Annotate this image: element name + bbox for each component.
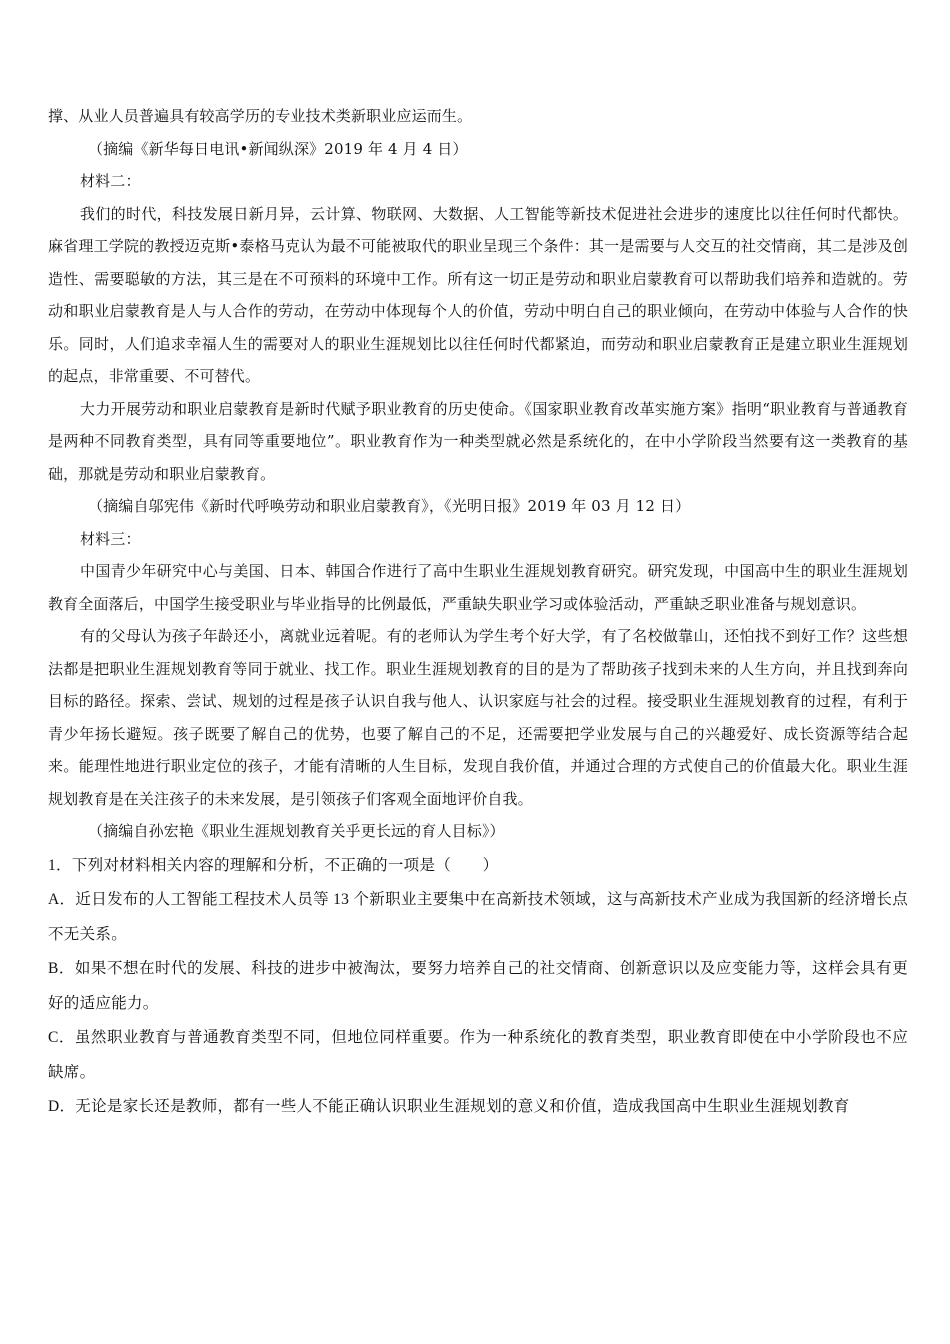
material1-source: （摘编《新华每日电讯•新闻纵深》2019 年 4 月 4 日）: [88, 139, 468, 158]
material3-source: （摘编自孙宏艳《职业生涯规划教育关乎更长远的育人目标》）: [88, 822, 505, 840]
exam-page: [48, 100, 908, 1125]
material2-source: （摘编自邬宪伟《新时代呼唤劳动和职业启蒙教育》，《光明日报》2019 年 03 月 12 日）: [88, 497, 691, 515]
question-1-option-c: C．虽然职业教育与普通教育类型不同，但地位同样重要。作为一种系统化的教育类型，职业教育即使在中小学阶段也不应缺席。: [48, 1029, 908, 1081]
material3-paragraph-1: 中国青少年研究中心与美国、日本、韩国合作进行了高中生职业生涯规划教育研究。研究发现，中国高中生的职业生涯规划教育全面落后，中国学生接受职业与毕业指导的比例最低，严重缺失职业学习或体验活动，严重缺乏职业准备与规划意识。: [48, 562, 908, 613]
material3-paragraph-2: 有的父母认为孩子年龄还小，离就业远着呢。有的老师认为学生考个好大学，有了名校做靠山，还怕找不到好工作？这些想法都是把职业生涯规划教育等同于就业、找工作。职业生涯规划教育的目的是为了帮助孩子找到未来的人生方向，并且找到奔向目标的路径。探索、尝试、规划的过程是孩子认识自我与他人、认识家庭与社会的过程。接受职业生涯规划教育的过程，有利于青少年扬长避短。孩子既要了解自己的优势，也要了解自己的不足，还需要把学业发展与自己的兴趣爱好、成长资源等结合起来。能理性地进行职业定位的孩子，才能有清晰的人生目标，发现自我价值，并通过合理的方式使自己的价值最大化。职业生涯规划教育是在关注孩子的未来发展，是引领孩子们客观全面地评价自我。: [48, 627, 908, 808]
question-1-option-b: B．如果不想在时代的发展、科技的进步中被淘汰，要努力培养自己的社交情商、创新意识以及应变能力等，这样会具有更好的适应能力。: [48, 960, 908, 1012]
material1-tail-text: 撑、从业人员普遍具有较高学历的专业技术类新职业应运而生。: [48, 107, 473, 125]
material3-heading: 材料三：: [80, 529, 141, 548]
question-1-option-d: D．无论是家长还是教师，都有一些人不能正确认识职业生涯规划的意义和价值，造成我国高中生职业生涯规划教育: [48, 1098, 850, 1115]
material2-paragraph-2: 大力开展劳动和职业启蒙教育是新时代赋予职业教育的历史使命。《国家职业教育改革实施方案》指明“职业教育与普通教育是两种不同教育类型，具有同等重要地位”。职业教育作为一种类型就必然是系统化的，在中小学阶段当然要有这一类教育的基础，那就是劳动和职业启蒙教育。: [48, 399, 908, 483]
material2-heading: 材料二：: [80, 172, 141, 190]
material2-paragraph-1: 我们的时代，科技发展日新月异，云计算、物联网、大数据、人工智能等新技术促进社会进步的速度比以往任何时代都快。麻省理工学院的教授迈克斯•泰格马克认为最不可能被取代的职业呈现三个条件：其一是需要与人交互的社交情商，其二是涉及创造性、需要聪敏的方法，其三是在不可预料的环境中工作。所有这一切正是劳动和职业启蒙教育可以帮助我们培养和造就的。劳动和职业启蒙教育是人与人合作的劳动，在劳动中体现每个人的价值，劳动中明白自己的职业倾向，在劳动中体验与人合作的快乐。同时，人们追求幸福人生的需要对人的职业生涯规划比以往任何时代都紧迫，而劳动和职业启蒙教育正是建立职业生涯规划的起点，非常重要、不可替代。: [48, 204, 908, 385]
question-1-option-a: A．近日发布的人工智能工程技术人员等 13 个新职业主要集中在高新技术领域，这与高新技术产业成为我国新的经济增长点不无关系。: [48, 891, 908, 943]
question-1-stem: 1．下列对材料相关内容的理解和分析，不正确的一项是（ ）: [48, 856, 499, 874]
